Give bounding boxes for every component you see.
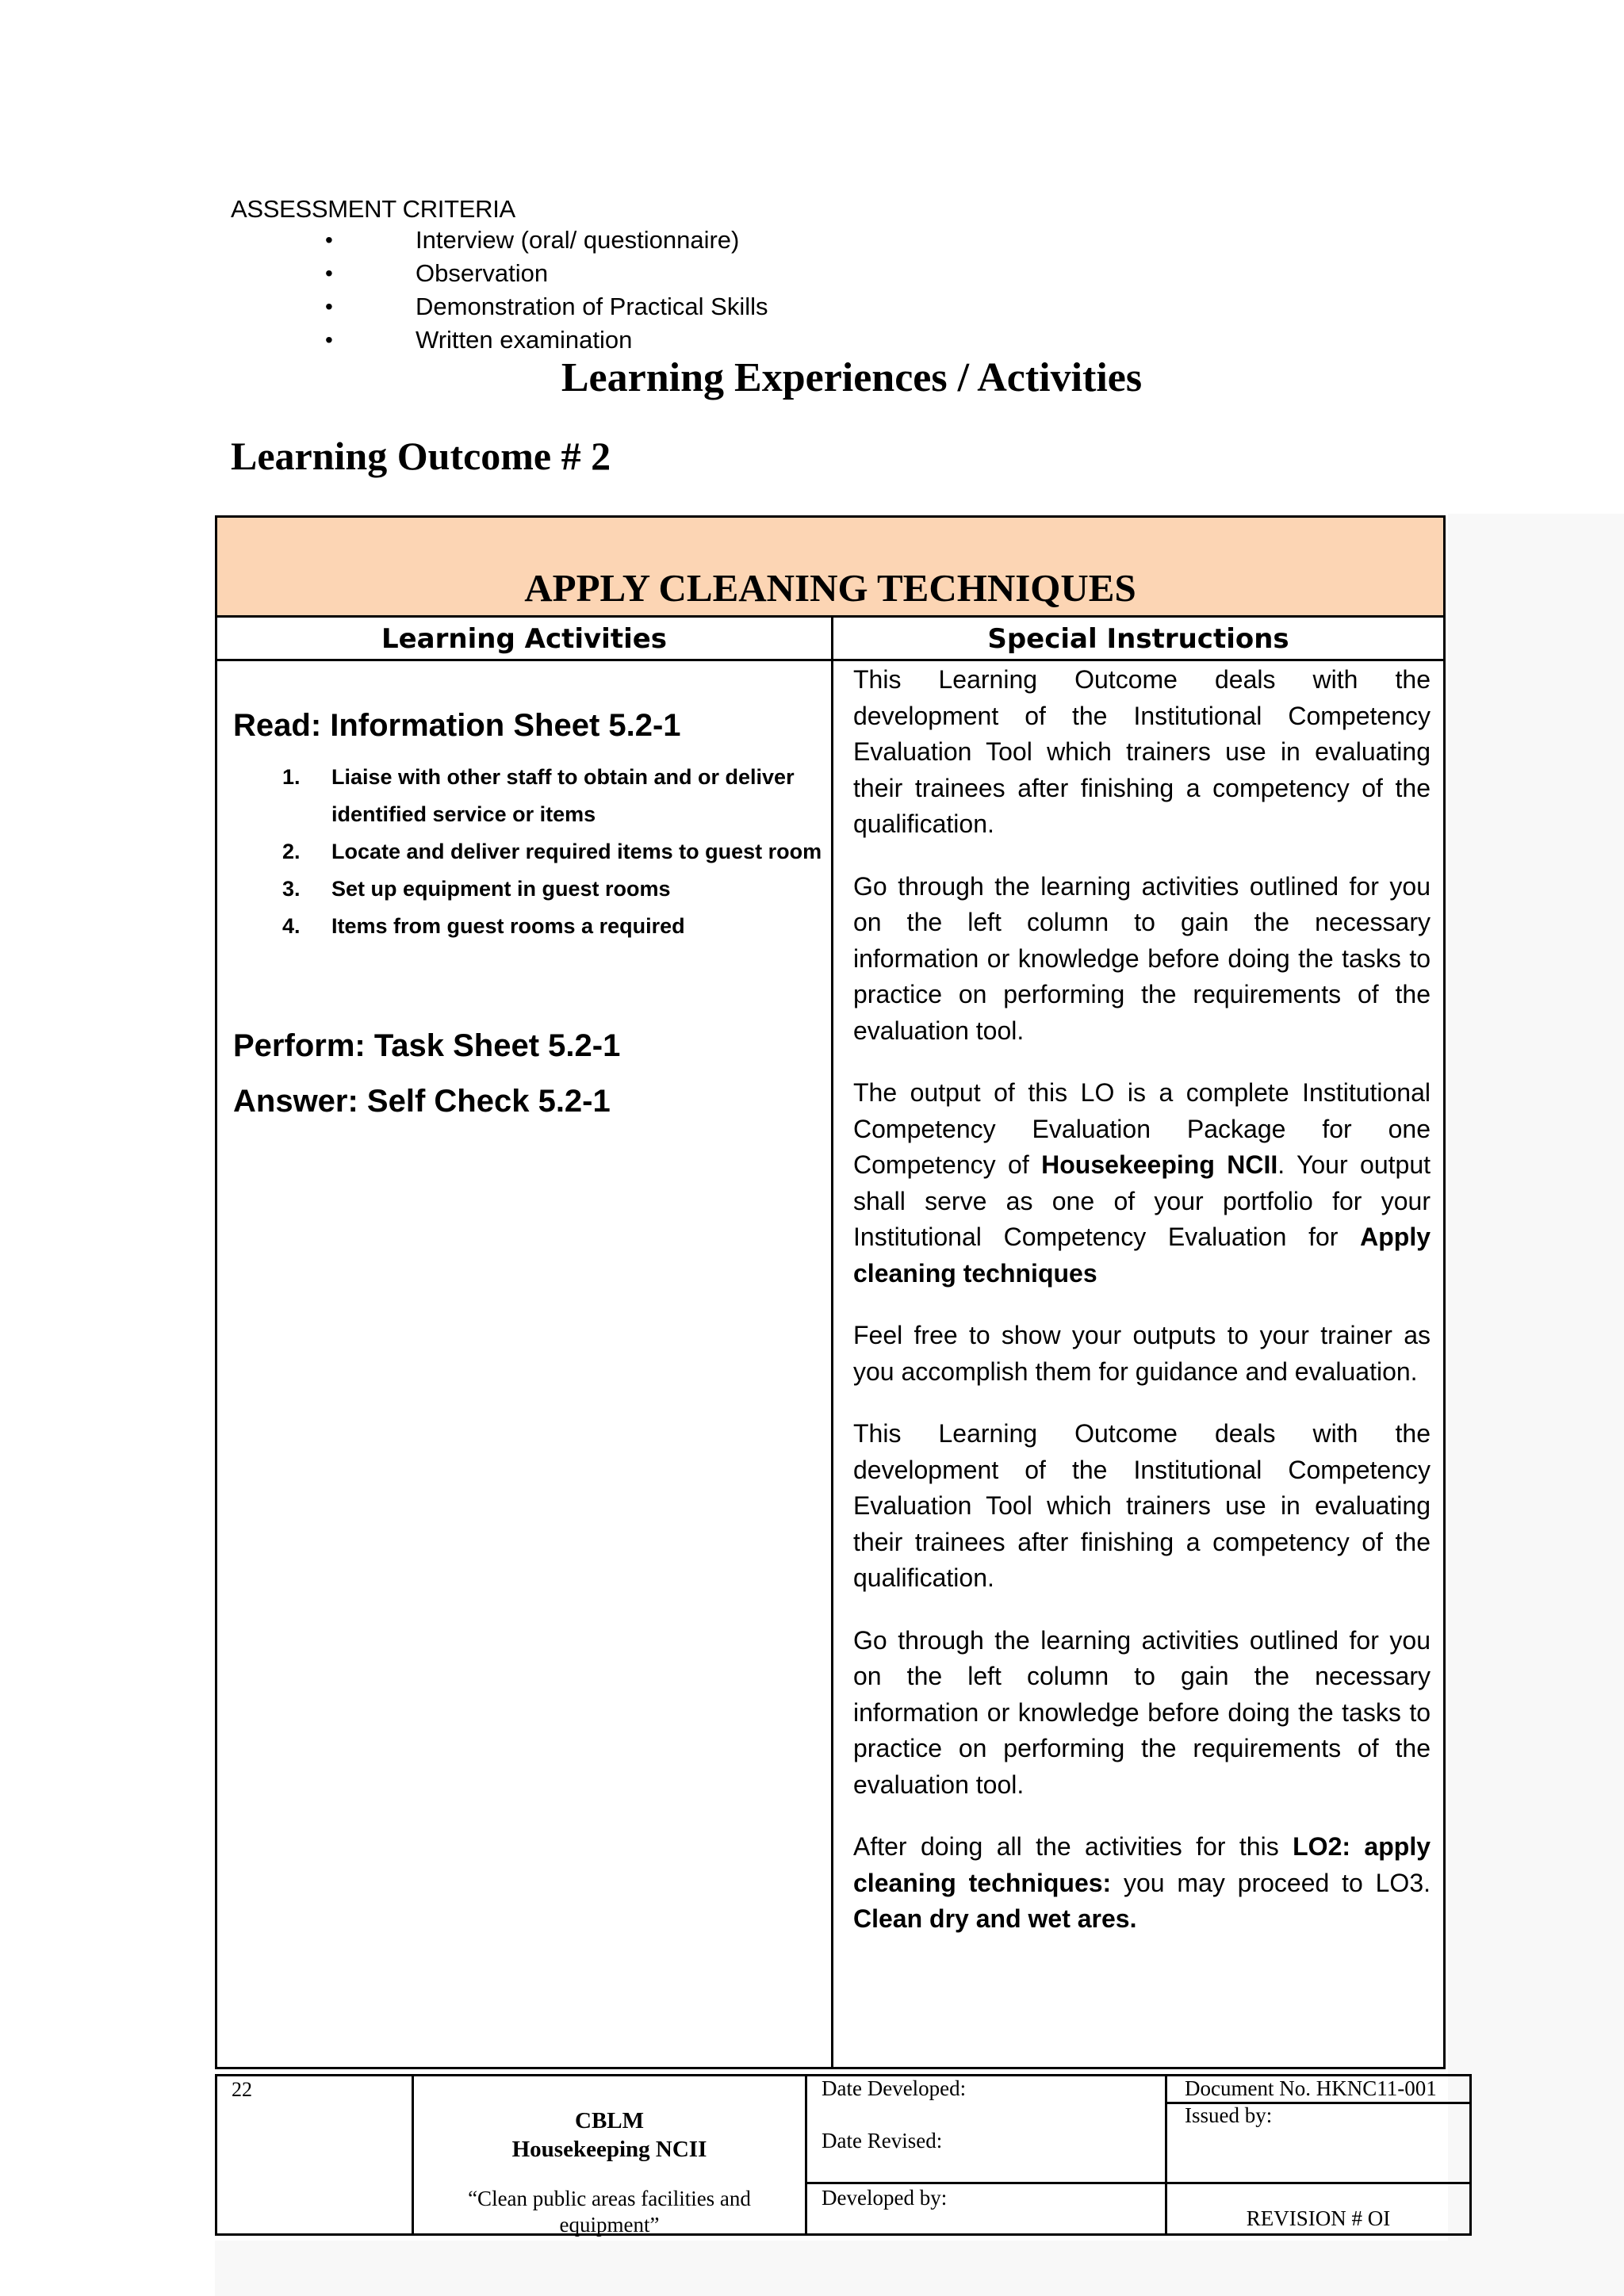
- table-title-band: [217, 518, 1443, 618]
- criteria-item-text: Written examination: [416, 326, 633, 354]
- instruction-paragraph: This Learning Outcome deals with the development of the Institutional Competency Evaluation Tool which trainers use in evaluating their trainees after finishing a competency of the qualification.: [853, 665, 1431, 838]
- list-item: [325, 224, 768, 257]
- list-item: [233, 833, 836, 871]
- learning-outcome-heading: Learning Outcome # 2: [231, 434, 611, 478]
- activity-text: Set up equipment in guest rooms: [331, 877, 671, 901]
- instruction-emphasis: Clean dry and wet ares.: [853, 1904, 1137, 1933]
- activity-list: [233, 759, 836, 945]
- bullet-icon: •: [325, 228, 333, 252]
- assessment-criteria-heading: ASSESSMENT CRITERIA: [231, 195, 515, 223]
- footer-document-cell: [1167, 2076, 1469, 2233]
- activity-number: 3.: [282, 877, 301, 901]
- criteria-item-text: Demonstration of Practical Skills: [416, 293, 768, 320]
- instruction-emphasis: Housekeeping NCII: [1041, 1150, 1278, 1179]
- criteria-item-text: Observation: [416, 259, 549, 287]
- date-developed-label: Date Developed:: [822, 2076, 967, 2100]
- list-item: [325, 323, 768, 357]
- revision-number: REVISION # OI: [1246, 2206, 1391, 2230]
- list-item: [233, 871, 836, 908]
- page-title: Learning Experiences / Activities: [561, 355, 1143, 400]
- activity-text: Items from guest rooms a required: [331, 914, 685, 938]
- activity-text: Liaise with other staff to obtain and or deliver identified service or items: [331, 765, 795, 826]
- criteria-item-text: Interview (oral/ questionnaire): [416, 226, 740, 254]
- special-instructions-column: [853, 662, 1431, 1964]
- bullet-icon: •: [325, 327, 333, 352]
- column-header-special-instructions: Special Instructions: [831, 618, 1443, 661]
- page-number: 22: [217, 2076, 414, 2233]
- list-item: [233, 908, 836, 945]
- document-footer: [215, 2074, 1472, 2236]
- footer-qualification: Housekeeping NCII: [511, 2137, 707, 2162]
- divider: [1167, 2182, 1469, 2184]
- instruction-emphasis: LO2: apply cleaning techniques:: [853, 1832, 1431, 1897]
- scan-margin-shade: [1448, 514, 1624, 2296]
- instruction-paragraph: Feel free to show your outputs to your trainer as you accomplish them for guidance and evaluation.: [853, 1321, 1431, 1386]
- instruction-emphasis: Apply cleaning techniques: [853, 1223, 1431, 1288]
- column-header-learning-activities: Learning Activities: [217, 618, 831, 661]
- instruction-paragraph: This Learning Outcome deals with the development of the Institutional Competency Evaluation Tool which trainers use in evaluating their trainees after finishing a competency of the qualification.: [853, 1419, 1431, 1592]
- list-item: [325, 290, 768, 323]
- perform-task-sheet: Perform: Task Sheet 5.2-1: [233, 1028, 621, 1063]
- instruction-text: The output of this LO is a complete Institutional Competency Evaluation Package for one Competency of: [853, 1078, 1431, 1179]
- list-item: [325, 257, 768, 290]
- assessment-criteria-list: [325, 224, 768, 357]
- instruction-paragraph: [853, 1075, 1431, 1292]
- activity-number: 2.: [282, 840, 301, 863]
- issued-by-label: Issued by:: [1185, 2103, 1273, 2127]
- bullet-icon: •: [325, 261, 333, 285]
- bullet-icon: •: [325, 294, 333, 319]
- divider: [807, 2182, 1165, 2184]
- instruction-text: After doing all the activities for this: [853, 1832, 1293, 1861]
- instruction-text: you may proceed to LO3.: [1111, 1868, 1431, 1897]
- date-revised-label: Date Revised:: [822, 2129, 943, 2152]
- instruction-text: . Your output shall serve as one of your portfolio for your Institutional Competency Evaluation for: [853, 1150, 1431, 1251]
- scan-margin-shade-bottom: [215, 2241, 1624, 2296]
- footer-module-cell: [414, 2076, 807, 2237]
- answer-self-check: Answer: Self Check 5.2-1: [233, 1084, 611, 1119]
- instruction-paragraph: [853, 1829, 1431, 1938]
- document-number: Document No. HKNC11-001: [1185, 2076, 1437, 2100]
- footer-cblm: CBLM: [575, 2108, 644, 2133]
- activity-text: Locate and deliver required items to guest room: [331, 840, 822, 863]
- instruction-paragraph: Go through the learning activities outlined for you on the left column to gain the necessary information or knowledge before doing the tasks to practice on performing the requirements of the evaluation tool.: [853, 1625, 1431, 1799]
- list-item: [233, 759, 836, 833]
- learning-outcome-table: [215, 515, 1446, 2069]
- instruction-paragraph: Go through the learning activities outlined for you on the left column to gain the necessary information or knowledge before doing the tasks to practice on performing the requirements of the evaluation tool.: [853, 871, 1431, 1045]
- read-information-sheet: Read: Information Sheet 5.2-1: [233, 708, 681, 743]
- table-title: APPLY CLEANING TECHNIQUES: [524, 566, 1136, 610]
- developed-by-label: Developed by:: [822, 2186, 948, 2210]
- footer-unit-title: “Clean public areas facilities and equipment”: [468, 2187, 751, 2237]
- activity-number: 4.: [282, 914, 301, 938]
- activity-number: 1.: [282, 765, 301, 789]
- footer-dates-cell: [807, 2076, 1167, 2233]
